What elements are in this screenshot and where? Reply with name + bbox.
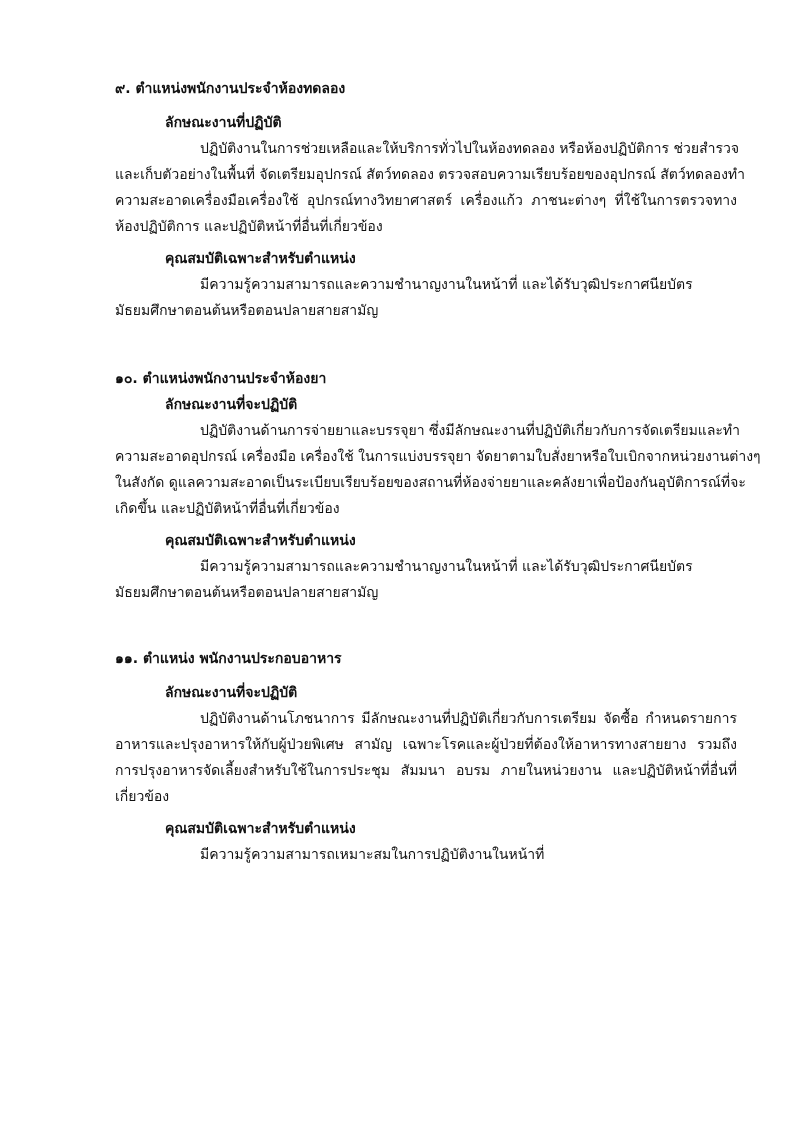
duty-text-line: การปรุงอาหารจัดเลี้ยงสำหรับใช้ในการประชุม สัมมนา อบรม ภายในหน่วยงาน และปฏิบัติหน้าที่อื่นที่	[115, 763, 737, 779]
spacer	[115, 102, 737, 110]
duty-text-line: ความสะอาดอุปกรณ์ เครื่องมือ เครื่องใช้ ในการแบ่งบรรจุยา จัดยาตามใบสั่งยาหรือใบเบิกจากหน่วยงานต่างๆ	[115, 449, 761, 465]
duty-title: ลักษณะงานที่จะปฏิบัติ	[165, 397, 298, 413]
duty-title: ลักษณะงานที่จะปฏิบัติ	[165, 685, 298, 701]
duty-text-line: ในสังกัด ดูแลความสะอาดเป็นระเบียบเรียบร้อยของสถานที่ห้องจ่ายยาและคลังยาเพื่อป้องกันอุบัติการณ์ที่จะ	[115, 475, 746, 491]
qualification-text-line: มัธยมศึกษาตอนต้นหรือตอนปลายสายสามัญ	[115, 585, 379, 601]
duty-text-line: อาหารและปรุงอาหารให้กับผู้ป่วยพิเศษ สามัญ เฉพาะโรคและผู้ป่วยที่ต้องให้อาหารทางสายยาง รวมถึง	[115, 737, 737, 753]
qualification-title: คุณสมบัติเฉพาะสำหรับตำแหน่ง	[165, 533, 356, 549]
duty-text-line: ความสะอาดเครื่องมือเครื่องใช้ อุปกรณ์ทางวิทยาศาสตร์ เครื่องแก้ว ภาชนะต่างๆ ที่ใช้ในการตรวจทาง	[115, 193, 737, 209]
duty-text-line: เกี่ยวข้อง	[115, 789, 170, 805]
qualification-title: คุณสมบัติเฉพาะสำหรับตำแหน่ง	[165, 251, 356, 267]
duty-text-line: ห้องปฏิบัติการ และปฏิบัติหน้าที่อื่นที่เกี่ยวข้อง	[115, 219, 383, 235]
qualification-text-line: มัธยมศึกษาตอนต้นหรือตอนปลายสายสามัญ	[115, 303, 379, 319]
qualification-text-line: มีความรู้ความสามารถและความชำนาญงานในหน้าที่ และได้รับวุฒิประกาศนียบัตร	[200, 277, 693, 293]
duty-text-line: ปฏิบัติงานด้านการจ่ายยาและบรรจุยา ซึ่งมีลักษณะงานที่ปฏิบัติเกี่ยวกับการจัดเตรียมและทำ	[200, 423, 741, 439]
duty-text-line: ปฏิบัติงานในการช่วยเหลือและให้บริการทั่วไปในห้องทดลอง หรือห้องปฏิบัติการ ช่วยสำรวจ	[200, 141, 740, 157]
section-11	[115, 646, 737, 868]
duty-text-line: ปฏิบัติงานด้านโภชนาการ มีลักษณะงานที่ปฏิบัติเกี่ยวกับการเตรียม จัดซื้อ กำหนดรายการ	[200, 711, 737, 727]
spacer	[115, 672, 737, 680]
duty-title: ลักษณะงานที่ปฏิบัติ	[165, 115, 282, 131]
section-heading: ๙. ตำแหน่งพนักงานประจำห้องทดลอง	[115, 81, 346, 97]
section-10	[115, 366, 761, 606]
section-9	[115, 76, 745, 324]
section-heading: ๑๑. ตำแหน่ง พนักงานประกอบอาหาร	[115, 651, 342, 667]
qualification-text-line: มีความรู้ความสามารถเหมาะสมในการปฏิบัติงานในหน้าที่	[200, 847, 545, 863]
qualification-text-line: มีความรู้ความสามารถและความชำนาญงานในหน้าที่ และได้รับวุฒิประกาศนียบัตร	[200, 559, 693, 575]
section-heading: ๑๐. ตำแหน่งพนักงานประจำห้องยา	[115, 371, 327, 387]
duty-text-line: และเก็บตัวอย่างในพื้นที่ จัดเตรียมอุปกรณ์ สัตว์ทดลอง ตรวจสอบความเรียบร้อยของอุปกรณ์ สัตว์ทดลองทำ	[115, 167, 745, 183]
qualification-title: คุณสมบัติเฉพาะสำหรับตำแหน่ง	[165, 821, 356, 837]
duty-text-line: เกิดขึ้น และปฏิบัติหน้าที่อื่นที่เกี่ยวข้อง	[115, 501, 340, 517]
